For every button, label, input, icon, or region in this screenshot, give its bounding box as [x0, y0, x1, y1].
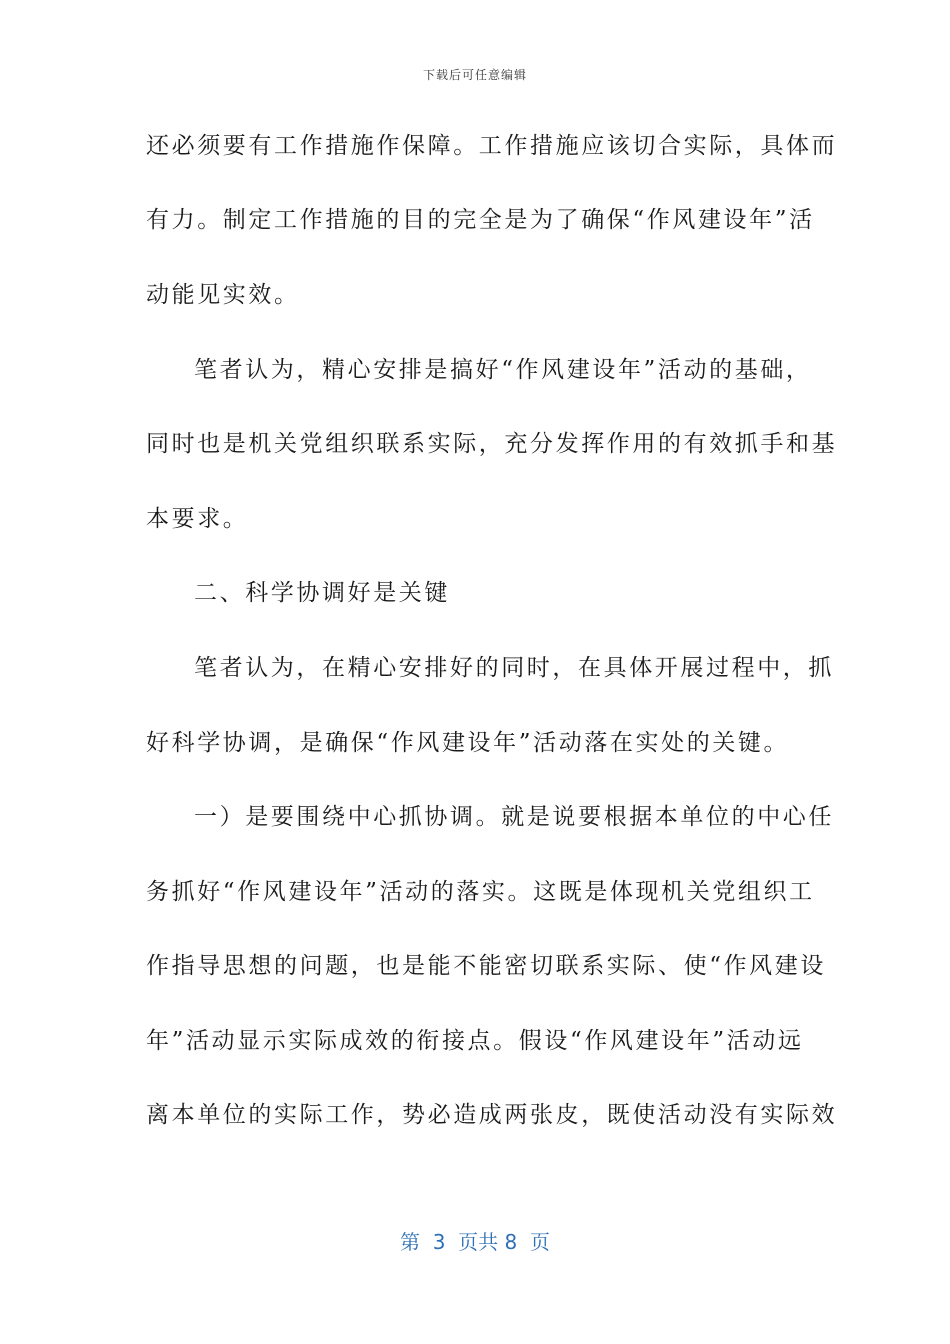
- body-text-line: 笔者认为，精心安排是搞好“作风建设年”活动的基础，: [194, 357, 812, 383]
- page-number-footer: 第 3 页共 8 页: [400, 1230, 550, 1254]
- body-text-line: 一）是要围绕中心抓协调。就是说要根据本单位的中心任: [194, 804, 834, 830]
- body-text-line: 作指导思想的问题，也是能不能密切联系实际、使“作风建设: [146, 953, 826, 979]
- header-note: 下载后可任意编辑: [422, 68, 527, 82]
- body-text-line: 年”活动显示实际成效的衔接点。假设“作风建设年”活动远: [146, 1028, 804, 1054]
- body-text-line: 有力。制定工作措施的目的完全是为了确保“作风建设年”活: [146, 207, 815, 233]
- body-text-line: 还必须要有工作措施作保障。工作措施应该切合实际，具体而: [146, 133, 838, 159]
- section-heading: 二、科学协调好是关键: [194, 580, 450, 606]
- body-text-line: 务抓好“作风建设年”活动的落实。这既是体现机关党组织工: [146, 879, 815, 905]
- body-text-line: 动能见实效。: [146, 282, 300, 308]
- body-text-line: 离本单位的实际工作，势必造成两张皮，既使活动没有实际效: [146, 1102, 838, 1128]
- body-text-line: 同时也是机关党组织联系实际，充分发挥作用的有效抓手和基: [146, 431, 838, 457]
- body-text-line: 好科学协调，是确保“作风建设年”活动落在实处的关键。: [146, 730, 790, 756]
- body-text-line: 本要求。: [146, 506, 249, 532]
- body-text-line: 笔者认为，在精心安排好的同时，在具体开展过程中，抓: [194, 655, 834, 681]
